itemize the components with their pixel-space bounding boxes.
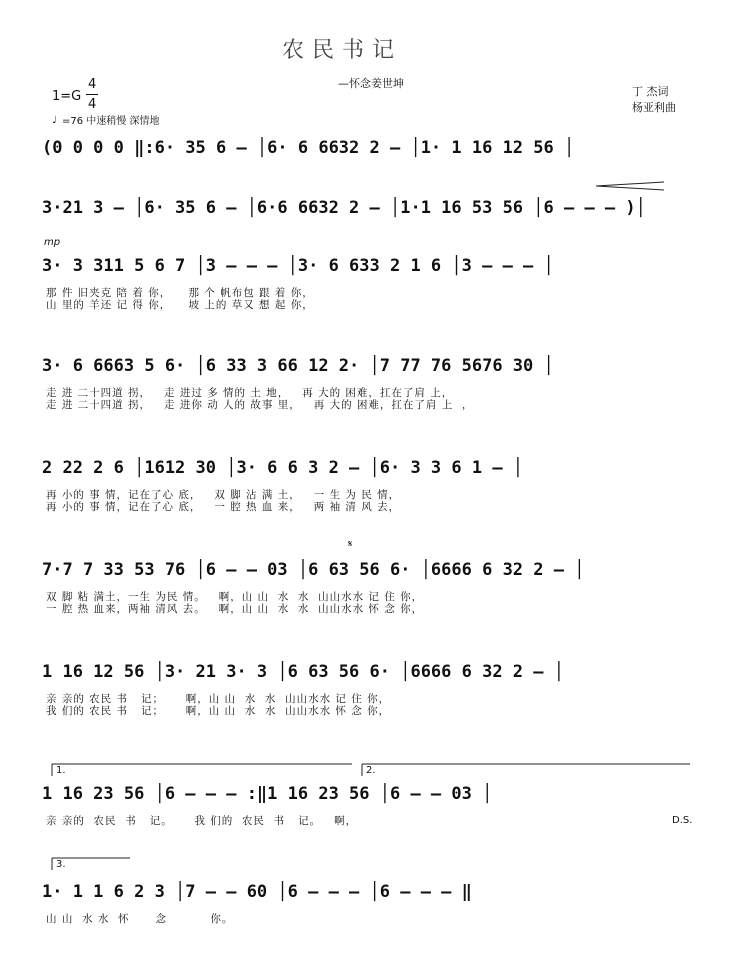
lyric-line-9-1: 山 山 水 水 怀 念 你。 bbox=[46, 913, 234, 925]
lyric-line-5-2: 再 小的 事 情，记在了心 底， 一 腔 热 血 来， 两 袖 清 风 去， bbox=[46, 501, 401, 513]
lyricist-credit: 丁 杰词 bbox=[632, 85, 669, 98]
lyric-line-3-1: 那 件 旧夹克 陪 着 你， 那 个 帆布包 跟 着 你， bbox=[46, 287, 314, 299]
segno-icon: 𝄋 bbox=[348, 539, 353, 550]
lyric-line-6-1: 双 脚 粘 满土，一生 为民 情。 啊，山 山 水 水 山山水水 记 住 你， bbox=[46, 591, 424, 603]
melody-row-2: 3·21 3 – │6· 35 6 – │6·6 6632 2 – │1·1 16 53 56 │6 – – – )│ bbox=[42, 198, 646, 218]
melody-row-6: 7·7 7 33 53 76 │6 – – 03 │6 63 56 6· │6666 6 32 2 – │ bbox=[42, 560, 585, 580]
melody-row-5: 2 22 2 6 │1612 30 │3· 6 6 3 2 – │6· 3 3 6 1 – │ bbox=[42, 458, 524, 478]
lyric-line-8-1: 亲 亲的 农民 书 记。 我 们的 农民 书 记。 啊， bbox=[46, 815, 358, 827]
lyric-line-7-2: 我 们的 农民 书 记； 啊，山 山 水 水 山山水水 怀 念 你， bbox=[46, 705, 391, 717]
melody-row-9: 1· 1 1 6 2 3 │7 – – 60 │6 – – – │6 – – – ‖ bbox=[42, 882, 472, 902]
subtitle: —怀念姜世坤 bbox=[338, 77, 404, 90]
time-signature-top: 4 bbox=[88, 77, 97, 92]
tempo-marking: =76 中速稍慢 深情地 bbox=[62, 116, 160, 127]
ending-1-label: 1. bbox=[56, 765, 66, 776]
lyric-line-4-1: 走 进 二十四道 拐， 走 进过 多 情的 土 地， 再 大的 困难，扛在了肩 上， bbox=[46, 387, 454, 399]
crescendo-line-top bbox=[596, 182, 664, 186]
ending-3-label: 3. bbox=[56, 859, 66, 870]
page-title: 农民书记 bbox=[282, 38, 403, 63]
ds-marking: D.S. bbox=[672, 815, 693, 826]
crescendo-line-bottom bbox=[596, 186, 664, 190]
dynamic-marking: mp bbox=[44, 237, 61, 248]
composer-credit: 杨亚利曲 bbox=[632, 101, 676, 114]
lyric-line-7-1: 亲 亲的 农民 书 记； 啊，山 山 水 水 山山水水 记 住 你， bbox=[46, 693, 391, 705]
quarter-note-icon: ♩ bbox=[52, 115, 57, 126]
ending-2-label: 2. bbox=[366, 765, 376, 776]
melody-row-4: 3· 6 6663 5 6· │6 33 3 66 12 2· │7 77 76 5676 30 │ bbox=[42, 356, 554, 376]
lyric-line-4-2: 走 进 二十四道 拐， 走 进你 动 人的 故事 里， 再 大的 困难，扛在了肩 上 ， bbox=[46, 399, 474, 411]
melody-row-1: (0 0 0 0 ‖:6· 35 6 – │6· 6 6632 2 – │1· 1 16 12 56 │ bbox=[42, 138, 575, 158]
key-signature: 1=G bbox=[52, 89, 82, 104]
lyric-line-3-2: 山 里的 羊还 记 得 你， 坡 上的 草又 想 起 你， bbox=[46, 299, 314, 311]
melody-row-8: 1 16 23 56 │6 – – – :‖1 16 23 56 │6 – – 03 │ bbox=[42, 784, 493, 804]
melody-row-7: 1 16 12 56 │3· 21 3· 3 │6 63 56 6· │6666 6 32 2 – │ bbox=[42, 662, 564, 682]
lyric-line-6-2: 一 腔 热 血来，两袖 清风 去。 啊，山 山 水 水 山山水水 怀 念 你， bbox=[46, 603, 424, 615]
lyric-line-5-1: 再 小的 事 情，记在了心 底， 双 脚 沾 满 土， 一 生 为 民 情， bbox=[46, 489, 401, 501]
melody-row-3: 3· 3 311 5 6 7 │3 – – – │3· 6 633 2 1 6 │3 – – – │ bbox=[42, 256, 554, 276]
time-signature-bottom: 4 bbox=[88, 97, 97, 112]
